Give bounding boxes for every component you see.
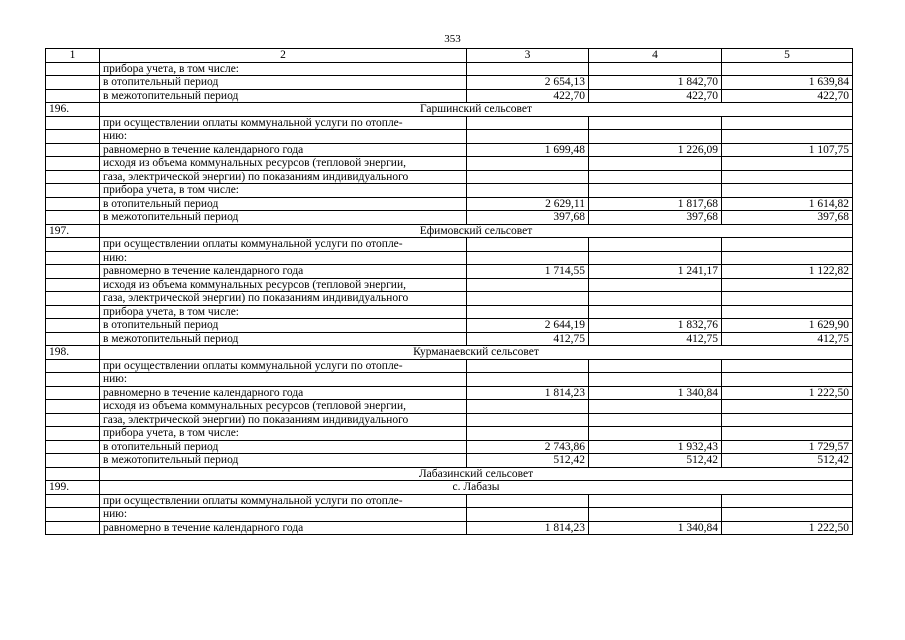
value-col-3 (467, 238, 589, 252)
row-number (46, 440, 100, 454)
value-col-3: 1 714,55 (467, 265, 589, 279)
row-number (46, 116, 100, 130)
row-number (46, 508, 100, 522)
row-number (46, 62, 100, 76)
row-number (46, 427, 100, 441)
value-col-3: 422,70 (467, 89, 589, 103)
table-row (46, 454, 853, 468)
value-col-3 (467, 359, 589, 373)
value-col-5: 1 122,82 (722, 265, 853, 279)
value-col-5: 1 729,57 (722, 440, 853, 454)
value-col-5 (722, 157, 853, 171)
table-row (46, 197, 853, 211)
value-col-5 (722, 494, 853, 508)
row-number (46, 359, 100, 373)
row-number (46, 211, 100, 225)
row-label: нию: (100, 251, 467, 265)
table-row (46, 211, 853, 225)
table-row (46, 332, 853, 346)
section-row (46, 103, 853, 117)
table-row (46, 170, 853, 184)
row-label: прибора учета, в том числе: (100, 184, 467, 198)
value-col-3: 512,42 (467, 454, 589, 468)
value-col-3: 2 629,11 (467, 197, 589, 211)
value-col-4 (589, 116, 722, 130)
header-col-5: 5 (722, 49, 853, 63)
value-col-5: 1 614,82 (722, 197, 853, 211)
value-col-4 (589, 170, 722, 184)
value-col-3 (467, 508, 589, 522)
value-col-3: 397,68 (467, 211, 589, 225)
value-col-5: 1 222,50 (722, 521, 853, 535)
row-label: газа, электрической энергии) по показаниям индивидуального (100, 413, 467, 427)
value-col-5 (722, 400, 853, 414)
row-number (46, 413, 100, 427)
value-col-4 (589, 251, 722, 265)
row-label: в межотопительный период (100, 211, 467, 225)
table-row (46, 427, 853, 441)
row-number (46, 292, 100, 306)
value-col-4 (589, 413, 722, 427)
value-col-5 (722, 238, 853, 252)
tariff-table-body (46, 49, 853, 535)
value-col-3: 1 814,23 (467, 386, 589, 400)
value-col-5: 1 107,75 (722, 143, 853, 157)
value-col-4: 1 842,70 (589, 76, 722, 90)
value-col-5 (722, 359, 853, 373)
value-col-3 (467, 130, 589, 144)
value-col-3 (467, 62, 589, 76)
row-label: равномерно в течение календарного года (100, 386, 467, 400)
value-col-3 (467, 116, 589, 130)
row-label: при осуществлении оплаты коммунальной услуги по отопле- (100, 494, 467, 508)
section-title: Ефимовский сельсовет (100, 224, 853, 238)
row-label: при осуществлении оплаты коммунальной услуги по отопле- (100, 116, 467, 130)
row-label: при осуществлении оплаты коммунальной услуги по отопле- (100, 238, 467, 252)
table-row (46, 278, 853, 292)
value-col-4 (589, 305, 722, 319)
row-label: равномерно в течение календарного года (100, 265, 467, 279)
value-col-4: 1 932,43 (589, 440, 722, 454)
row-number (46, 170, 100, 184)
row-label: в межотопительный период (100, 89, 467, 103)
row-label: нию: (100, 130, 467, 144)
row-number: 196. (46, 103, 100, 117)
row-number (46, 521, 100, 535)
header-col-3: 3 (467, 49, 589, 63)
value-col-3 (467, 427, 589, 441)
value-col-4 (589, 278, 722, 292)
value-col-3 (467, 305, 589, 319)
value-col-3 (467, 292, 589, 306)
header-col-2: 2 (100, 49, 467, 63)
value-col-3 (467, 400, 589, 414)
row-number: 197. (46, 224, 100, 238)
value-col-5 (722, 292, 853, 306)
row-number (46, 157, 100, 171)
value-col-4 (589, 508, 722, 522)
row-label: прибора учета, в том числе: (100, 62, 467, 76)
value-col-3 (467, 170, 589, 184)
table-row (46, 521, 853, 535)
table-row (46, 184, 853, 198)
value-col-3 (467, 184, 589, 198)
table-row (46, 440, 853, 454)
table-row (46, 116, 853, 130)
table-row (46, 508, 853, 522)
table-row (46, 373, 853, 387)
value-col-4 (589, 373, 722, 387)
section-row (46, 467, 853, 481)
table-row (46, 413, 853, 427)
row-number (46, 332, 100, 346)
row-number (46, 305, 100, 319)
row-number (46, 238, 100, 252)
row-number (46, 319, 100, 333)
row-number (46, 89, 100, 103)
section-title: с. Лабазы (100, 481, 853, 495)
value-col-4: 1 226,09 (589, 143, 722, 157)
value-col-4 (589, 62, 722, 76)
table-row (46, 265, 853, 279)
value-col-3: 1 699,48 (467, 143, 589, 157)
table-row (46, 305, 853, 319)
value-col-5: 1 639,84 (722, 76, 853, 90)
value-col-4: 1 817,68 (589, 197, 722, 211)
row-number (46, 386, 100, 400)
value-col-3 (467, 494, 589, 508)
value-col-5 (722, 508, 853, 522)
value-col-4: 512,42 (589, 454, 722, 468)
value-col-4: 397,68 (589, 211, 722, 225)
row-number (46, 278, 100, 292)
row-number (46, 454, 100, 468)
section-row (46, 224, 853, 238)
table-row (46, 89, 853, 103)
table-row (46, 494, 853, 508)
table-row (46, 386, 853, 400)
row-number (46, 130, 100, 144)
value-col-4: 1 832,76 (589, 319, 722, 333)
value-col-5 (722, 427, 853, 441)
value-col-4 (589, 238, 722, 252)
row-label: газа, электрической энергии) по показаниям индивидуального (100, 292, 467, 306)
section-title: Курманаевский сельсовет (100, 346, 853, 360)
value-col-5 (722, 116, 853, 130)
value-col-5: 422,70 (722, 89, 853, 103)
value-col-5 (722, 130, 853, 144)
value-col-5 (722, 413, 853, 427)
value-col-5: 512,42 (722, 454, 853, 468)
value-col-5 (722, 373, 853, 387)
row-label: газа, электрической энергии) по показаниям индивидуального (100, 170, 467, 184)
table-row (46, 143, 853, 157)
row-label: в отопительный период (100, 197, 467, 211)
value-col-4: 1 340,84 (589, 386, 722, 400)
row-label: в межотопительный период (100, 332, 467, 346)
table-row (46, 251, 853, 265)
row-number (46, 251, 100, 265)
value-col-3: 2 644,19 (467, 319, 589, 333)
value-col-4 (589, 494, 722, 508)
header-col-1: 1 (46, 49, 100, 63)
table-row (46, 238, 853, 252)
value-col-5: 412,75 (722, 332, 853, 346)
table-row (46, 157, 853, 171)
row-label: равномерно в течение календарного года (100, 521, 467, 535)
row-number (46, 400, 100, 414)
row-label: в отопительный период (100, 319, 467, 333)
row-number (46, 76, 100, 90)
row-label: исходя из объема коммунальных ресурсов (тепловой энергии, (100, 400, 467, 414)
section-row (46, 346, 853, 360)
table-row (46, 400, 853, 414)
header-col-4: 4 (589, 49, 722, 63)
value-col-3 (467, 413, 589, 427)
table-row (46, 130, 853, 144)
value-col-4 (589, 184, 722, 198)
row-number: 198. (46, 346, 100, 360)
value-col-3 (467, 157, 589, 171)
table-row (46, 62, 853, 76)
value-col-4 (589, 359, 722, 373)
value-col-3 (467, 373, 589, 387)
row-label: нию: (100, 508, 467, 522)
value-col-5 (722, 62, 853, 76)
row-label: нию: (100, 373, 467, 387)
row-label: в межотопительный период (100, 454, 467, 468)
value-col-4: 412,75 (589, 332, 722, 346)
tariff-table (45, 48, 853, 535)
section-title: Лабазинский сельсовет (100, 467, 853, 481)
row-label: прибора учета, в том числе: (100, 427, 467, 441)
value-col-4: 1 340,84 (589, 521, 722, 535)
value-col-5 (722, 278, 853, 292)
section-row (46, 481, 853, 495)
row-label: в отопительный период (100, 440, 467, 454)
value-col-3: 1 814,23 (467, 521, 589, 535)
value-col-5: 397,68 (722, 211, 853, 225)
row-label: равномерно в течение календарного года (100, 143, 467, 157)
table-row (46, 76, 853, 90)
row-label: исходя из объема коммунальных ресурсов (тепловой энергии, (100, 278, 467, 292)
row-number (46, 494, 100, 508)
value-col-4 (589, 292, 722, 306)
value-col-3 (467, 278, 589, 292)
value-col-4: 1 241,17 (589, 265, 722, 279)
row-number (46, 373, 100, 387)
row-number (46, 184, 100, 198)
value-col-5 (722, 305, 853, 319)
value-col-4 (589, 130, 722, 144)
row-label: прибора учета, в том числе: (100, 305, 467, 319)
row-number (46, 143, 100, 157)
row-number (46, 467, 100, 481)
value-col-3: 2 654,13 (467, 76, 589, 90)
value-col-4: 422,70 (589, 89, 722, 103)
table-row (46, 319, 853, 333)
value-col-4 (589, 400, 722, 414)
value-col-5: 1 629,90 (722, 319, 853, 333)
value-col-5 (722, 251, 853, 265)
row-number: 199. (46, 481, 100, 495)
column-number-header (46, 49, 853, 63)
row-number (46, 265, 100, 279)
row-label: исходя из объема коммунальных ресурсов (тепловой энергии, (100, 157, 467, 171)
value-col-5 (722, 184, 853, 198)
row-label: в отопительный период (100, 76, 467, 90)
row-label: при осуществлении оплаты коммунальной услуги по отопле- (100, 359, 467, 373)
value-col-5: 1 222,50 (722, 386, 853, 400)
value-col-5 (722, 170, 853, 184)
value-col-3: 2 743,86 (467, 440, 589, 454)
value-col-4 (589, 427, 722, 441)
row-number (46, 197, 100, 211)
value-col-3 (467, 251, 589, 265)
value-col-3: 412,75 (467, 332, 589, 346)
table-row (46, 359, 853, 373)
value-col-4 (589, 157, 722, 171)
table-row (46, 292, 853, 306)
section-title: Гаршинский сельсовет (100, 103, 853, 117)
page-number: 353 (444, 33, 461, 45)
